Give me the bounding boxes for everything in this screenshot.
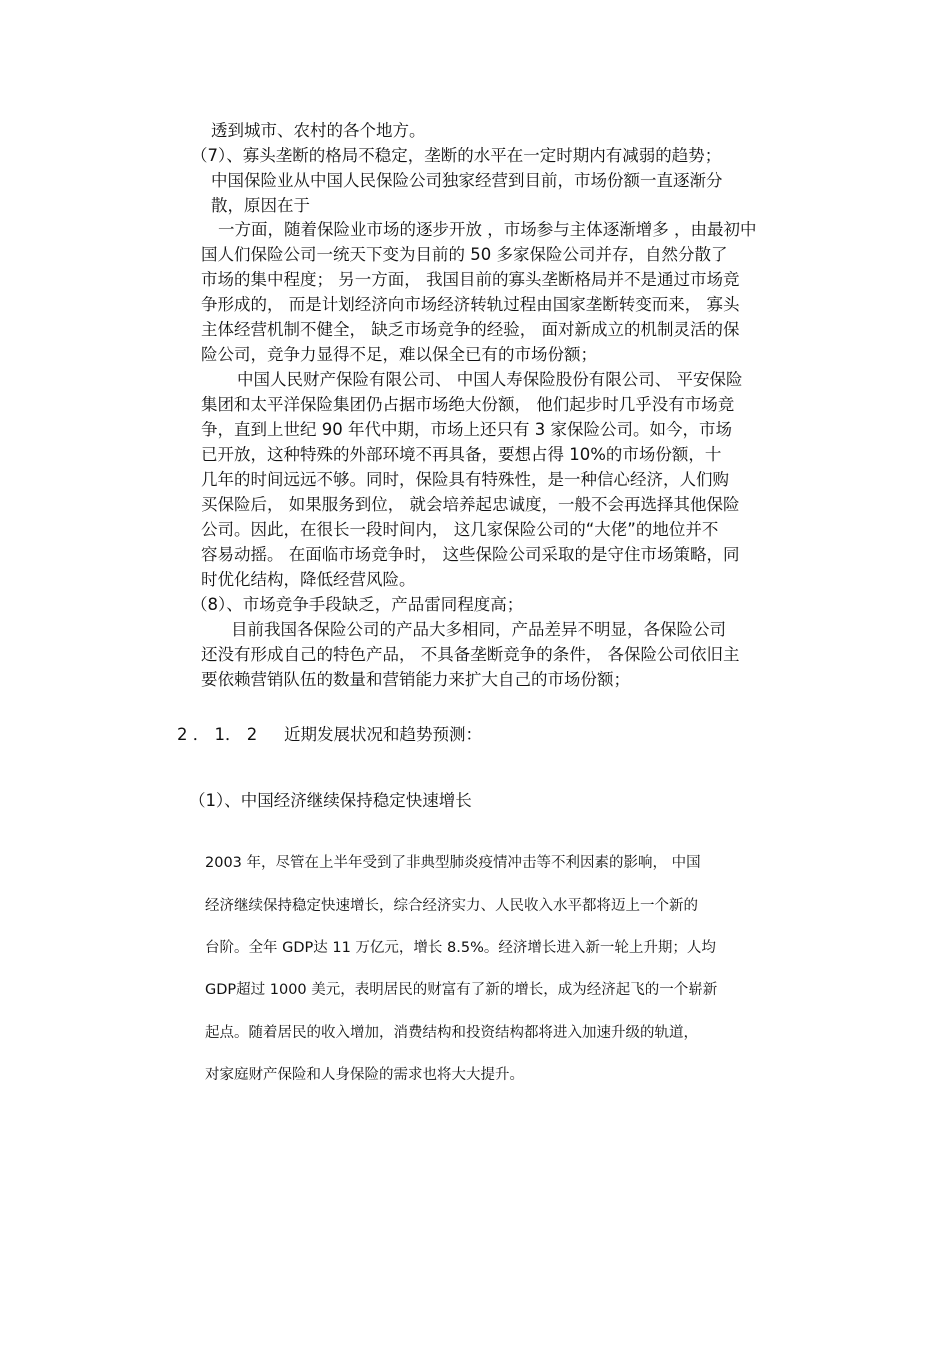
paragraph-line: 几年的时间远远不够。同时，保险具有特殊性，是一种信心经济，人们购 <box>201 470 729 489</box>
paragraph-line: 还没有形成自己的特色产品， 不具备垄断竞争的条件， 各保险公司依旧主 <box>201 645 740 664</box>
paragraph-line: 目前我国各保险公司的产品大多相同，产品差异不明显，各保险公司 <box>231 620 726 639</box>
paragraph-line: 已开放，这种特殊的外部环境不再具备，要想占得 10%的市场份额，十 <box>201 445 722 464</box>
item-8-heading: （8）、市场竞争手段缺乏，产品雷同程度高； <box>191 595 524 614</box>
paragraph-line: 经济继续保持稳定快速增长，综合经济实力、人民收入水平都将迈上一个新的 <box>205 898 698 914</box>
paragraph-line: 中国保险业从中国人民保险公司独家经营到目前，市场份额一直逐渐分 <box>211 171 723 190</box>
paragraph-line: 公司。因此，在很长一段时间内， 这几家保险公司的“大佬”的地位并不 <box>201 520 719 539</box>
paragraph-line: 容易动摇。 在面临市场竞争时， 这些保险公司采取的是守住市场策略，同 <box>201 545 740 564</box>
paragraph-line: 2003 年，尽管在上半年受到了非典型肺炎疫情冲击等不利因素的影响， 中国 <box>205 855 701 871</box>
paragraph-line: 险公司，竞争力显得不足，难以保全已有的市场份额； <box>201 345 597 364</box>
item-7-heading: （7）、寡头垄断的格局不稳定，垄断的水平在一定时期内有减弱的趋势； <box>191 146 722 165</box>
sub-heading: （1）、中国经济继续保持稳定快速增长 <box>189 791 472 810</box>
paragraph-line: 集团和太平洋保险集团仍占据市场绝大份额， 他们起步时几乎没有市场竞 <box>201 395 735 414</box>
paragraph-line: 争，直到上世纪 90 年代中期，市场上还只有 3 家保险公司。如今，市场 <box>201 420 732 439</box>
paragraph-line: 对家庭财产保险和人身保险的需求也将大大提升。 <box>205 1067 524 1083</box>
paragraph-line: 争形成的， 而是计划经济向市场经济转轨过程由国家垄断转变而来， 寡头 <box>201 295 740 314</box>
paragraph-line: 一方面，随着保险业市场的逐步开放 ，市场参与主体逐渐增多 ，由最初中 <box>218 220 757 239</box>
section-number: 2 ． 1． 2 <box>177 725 258 744</box>
section-heading: 近期发展状况和趋势预测： <box>284 725 482 744</box>
paragraph-line: 台阶。全年 GDP达 11 万亿元，增长 8.5%。经济增长进入新一轮上升期；人均 <box>205 940 716 956</box>
paragraph-line: GDP超过 1000 美元，表明居民的财富有了新的增长，成为经济起飞的一个崭新 <box>205 982 718 998</box>
paragraph-line: 中国人民财产保险有限公司、 中国人寿保险股份有限公司、 平安保险 <box>237 370 743 389</box>
paragraph-line: 主体经营机制不健全， 缺乏市场竞争的经验， 面对新成立的机制灵活的保 <box>201 320 740 339</box>
paragraph-line: 起点。随着居民的收入增加，消费结构和投资结构都将进入加速升级的轨道， <box>205 1025 698 1041</box>
paragraph-line: 市场的集中程度； 另一方面， 我国目前的寡头垄断格局并不是通过市场竞 <box>201 270 740 289</box>
paragraph-line: 透到城市、农村的各个地方。 <box>211 121 426 140</box>
paragraph-line: 买保险后， 如果服务到位， 就会培养起忠诚度，一般不会再选择其他保险 <box>201 495 740 514</box>
paragraph-line: 时优化结构，降低经营风险。 <box>201 570 416 589</box>
paragraph-line: 要依赖营销队伍的数量和营销能力来扩大自己的市场份额； <box>201 670 630 689</box>
paragraph-line: 国人们保险公司一统天下变为目前的 50 多家保险公司并存，自然分散了 <box>201 245 728 264</box>
paragraph-line: 散，原因在于 <box>211 196 310 215</box>
